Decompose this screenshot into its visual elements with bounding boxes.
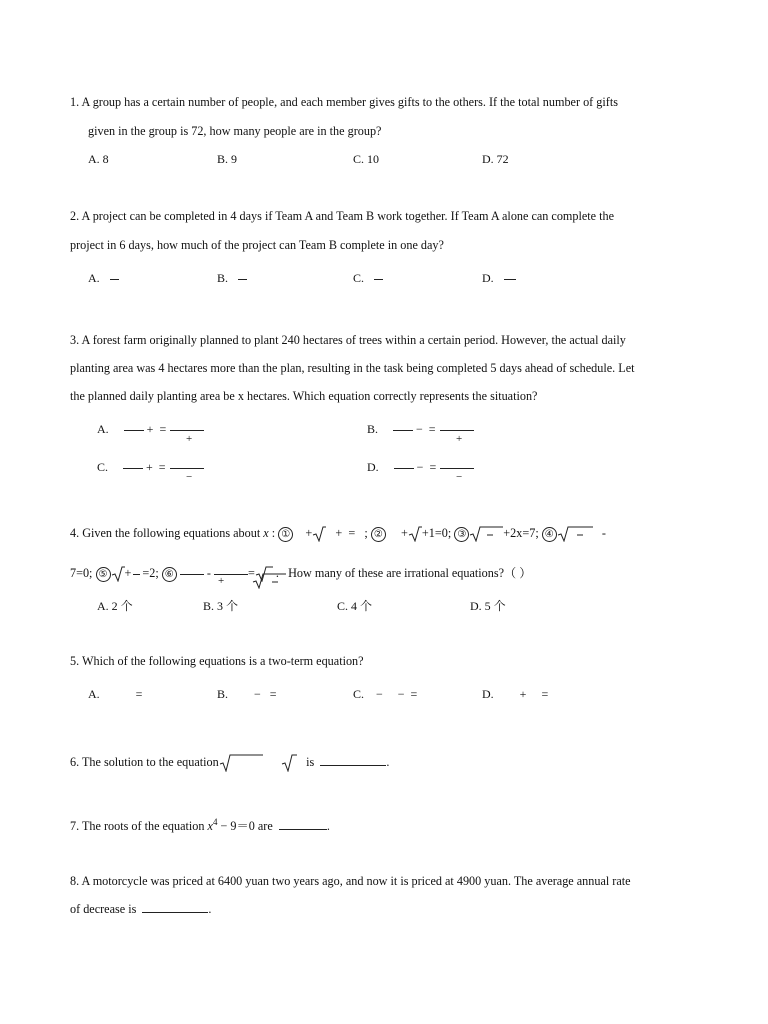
q4-line1: 4. Given the following equations about x : ① + + = ; ② + +1=0; ③ +2x=7; ④ - [70, 526, 606, 542]
q1-option-b: B. 9 [217, 152, 238, 166]
q5-text: 5. Which of the following equations is a two-term equation? [70, 654, 364, 668]
q3-line3: the planned daily planting area be x hectares. Which equation correctly represents the situation? [70, 389, 538, 403]
sqrt-sign-icon [252, 573, 286, 589]
eq-number-6: ⑥ [162, 567, 177, 582]
sqrt-sign-icon [469, 526, 503, 542]
q4-option-b: B. 3 个 [203, 599, 239, 613]
q1-option-c: C. 10 [353, 152, 380, 166]
q1-option-a: A. 8 [88, 152, 109, 166]
q2-option-b: B. [217, 271, 250, 286]
q4-line2: 7=0; ⑤ + =2; ⑥ - = . How many of these are irrational equations?（ ） [70, 564, 531, 582]
q6-answer-blank[interactable] [320, 755, 386, 766]
sqrt-sign-icon [557, 526, 593, 542]
sqrt-sign-icon [312, 526, 326, 542]
q1-line1: 1. A group has a certain number of people, and each member gives gifts to the others. If the total number of gifts [70, 95, 618, 109]
q3-option-c: C. + = − [97, 460, 204, 475]
q5-option-d: D. + = [482, 687, 549, 701]
q8-line1: 8. A motorcycle was priced at 6400 yuan two years ago, and now it is priced at 4900 yuan. The average annual rate [70, 874, 631, 888]
q3-line2: planting area was 4 hectares more than the plan, resulting in the task being completed 5 days ahead of schedule. Let [70, 361, 635, 375]
q4-option-a: A. 2 个 [97, 599, 133, 613]
sqrt-sign-icon [408, 526, 422, 542]
q8-answer-blank[interactable] [142, 902, 208, 913]
q2-option-a: A. [88, 271, 122, 286]
sqrt-sign-icon [111, 566, 125, 582]
q1-option-d: D. 72 [482, 152, 509, 166]
q7-answer-blank[interactable] [279, 819, 327, 830]
eq-number-1: ① [278, 527, 293, 542]
q2-option-d: D. [482, 271, 519, 286]
q2-option-c: C. [353, 271, 386, 286]
q5-option-b: B. − = [217, 687, 277, 701]
q4-option-c: C. 4 个 [337, 599, 373, 613]
q3-option-b: B. − = + [367, 422, 474, 437]
q1-line2: given in the group is 72, how many people are in the group? [88, 124, 382, 138]
q2-line2: project in 6 days, how much of the project can Team B complete in one day? [70, 238, 444, 252]
q8-line2: of decrease is . [70, 902, 212, 916]
q5-option-a: A. = [88, 687, 143, 701]
q4-frac-sub-plus: + [218, 575, 225, 587]
q7-line: 7. The roots of the equation $x^4 - 9=0$ are . [70, 817, 330, 834]
q4-option-d: D. 5 个 [470, 599, 506, 613]
q3-line1: 3. A forest farm originally planned to plant 240 hectares of trees within a certain period. However, the actual daily [70, 333, 626, 347]
sqrt-sign-icon [281, 754, 297, 772]
eq-number-5: ⑤ [96, 567, 111, 582]
q3-option-a: A. + = + [97, 422, 204, 437]
eq-number-2: ② [371, 527, 386, 542]
eq-number-3: ③ [454, 527, 469, 542]
q6-line: 6. The solution to the equation is . [70, 754, 389, 772]
q5-option-c: C. − − = [353, 687, 418, 701]
q3-option-d: D. − = − [367, 460, 474, 475]
eq-number-4: ④ [542, 527, 557, 542]
sqrt-sign-icon [219, 754, 263, 772]
q2-line1: 2. A project can be completed in 4 days if Team A and Team B work together. If Team A alone can complete the [70, 209, 615, 223]
